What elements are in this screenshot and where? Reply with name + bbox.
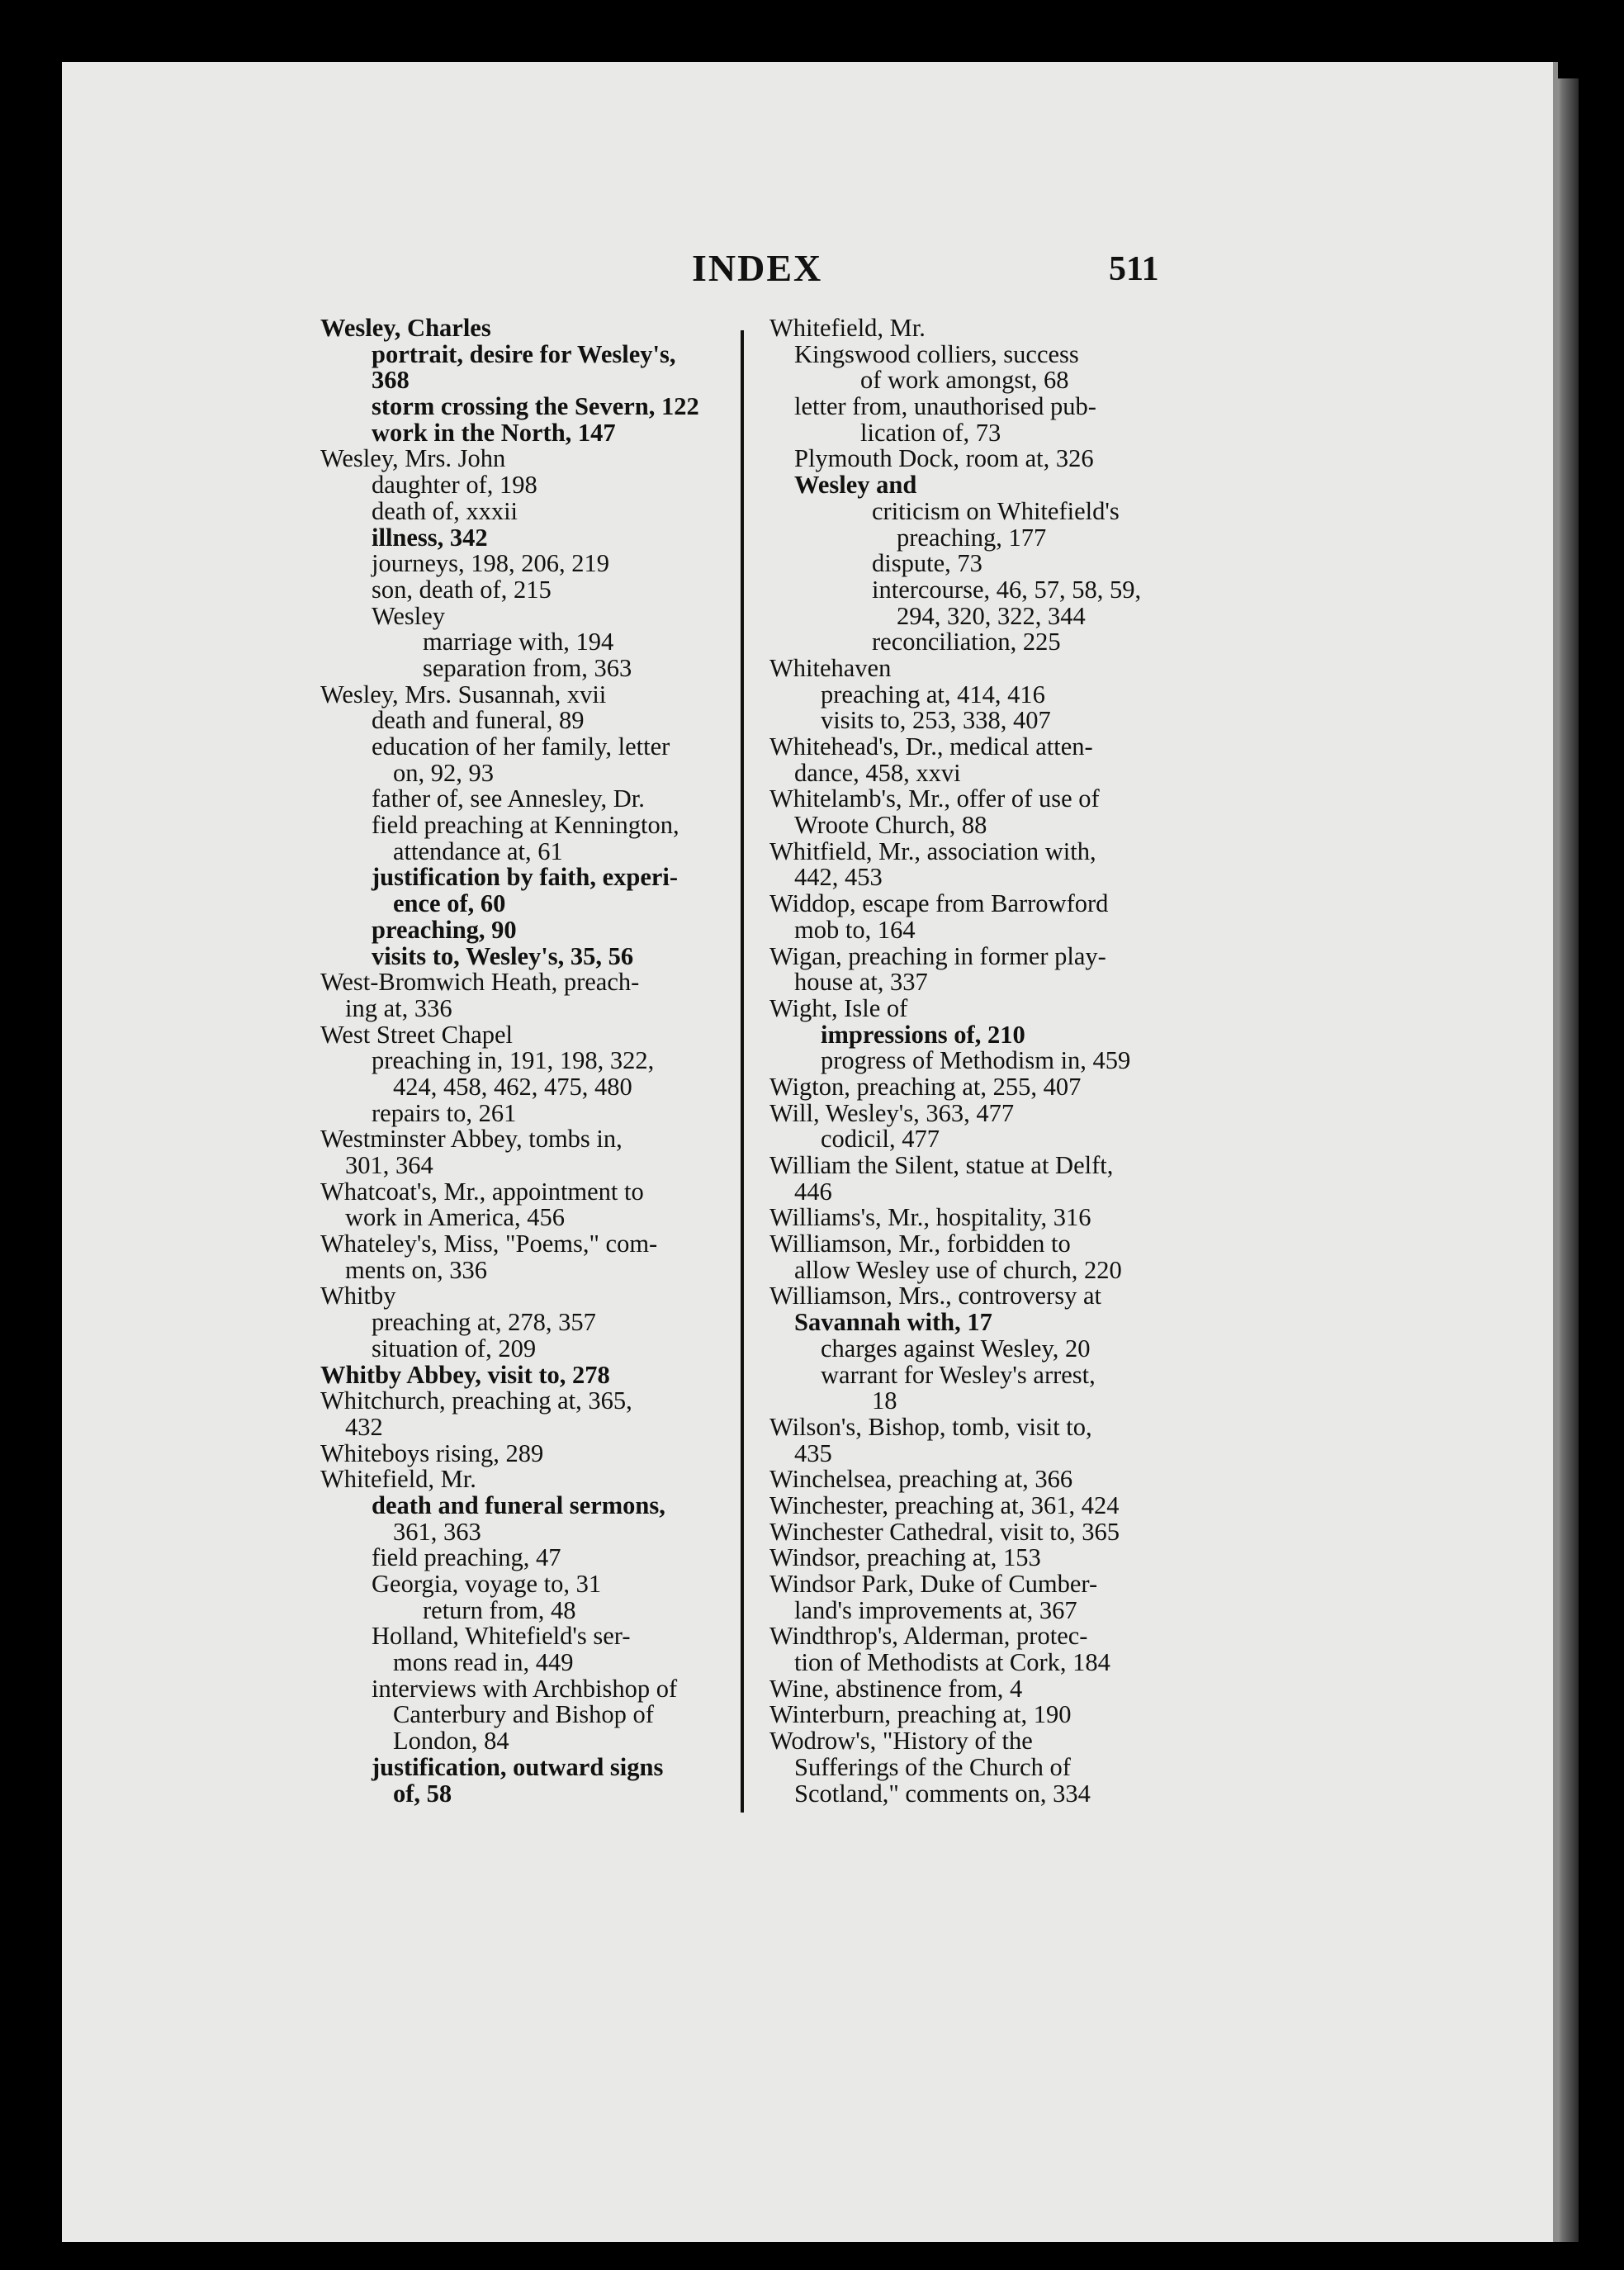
- page-number: 511: [1109, 250, 1159, 288]
- index-entry-line: 424, 458, 462, 475, 480: [393, 1072, 632, 1101]
- index-entry-line: Whitefield, Mr.: [320, 1465, 476, 1494]
- index-entry-line: warrant for Wesley's arrest,: [821, 1360, 1096, 1389]
- index-entry-line: Winchelsea, preaching at, 366: [769, 1465, 1073, 1494]
- index-entry-line: Whitelamb's, Mr., offer of use of: [769, 784, 1100, 813]
- index-entry-line: Whitby Abbey, visit to, 278: [320, 1360, 610, 1389]
- index-entry-line: marriage with, 194: [423, 628, 614, 656]
- index-entry-line: lication of, 73: [860, 418, 1001, 447]
- index-entry-line: Whitchurch, preaching at, 365,: [320, 1386, 632, 1415]
- index-entry-line: 301, 364: [345, 1151, 433, 1179]
- index-entry-line: Will, Wesley's, 363, 477: [769, 1098, 1015, 1127]
- index-entry-line: work in America, 456: [345, 1203, 565, 1232]
- index-entry-line: preaching at, 414, 416: [821, 680, 1045, 708]
- index-entry-line: preaching, 90: [372, 915, 517, 944]
- index-entry-line: Wodrow's, "History of the: [769, 1727, 1033, 1756]
- index-entry-line: Wesley, Charles: [320, 314, 491, 342]
- index-entry-line: charges against Wesley, 20: [821, 1334, 1091, 1362]
- index-entry-line: preaching at, 278, 357: [372, 1308, 596, 1337]
- index-entry-line: intercourse, 46, 57, 58, 59,: [872, 575, 1142, 604]
- index-entry-line: 368: [372, 366, 410, 395]
- index-entry-line: separation from, 363: [423, 653, 632, 682]
- index-entry-line: visits to, Wesley's, 35, 56: [372, 941, 634, 970]
- index-entry-line: mob to, 164: [794, 915, 916, 944]
- index-entry-line: ing at, 336: [345, 993, 452, 1022]
- index-entry-line: tion of Methodists at Cork, 184: [794, 1648, 1110, 1677]
- index-entry-line: justification, outward signs: [372, 1752, 664, 1781]
- index-entry-line: Whitehaven: [769, 653, 892, 682]
- index-entry-line: 18: [872, 1386, 897, 1415]
- index-entry-line: Widdop, escape from Barrowford: [769, 889, 1109, 918]
- index-entry-line: Savannah with, 17: [794, 1308, 992, 1337]
- index-entry-line: father of, see Annesley, Dr.: [372, 784, 645, 813]
- index-entry-line: Wine, abstinence from, 4: [769, 1674, 1023, 1703]
- index-entry-line: Williamson, Mrs., controversy at: [769, 1282, 1101, 1310]
- index-entry-line: work in the North, 147: [372, 418, 616, 447]
- index-entry-line: Winchester, preaching at, 361, 424: [769, 1490, 1120, 1519]
- index-entry-line: daughter of, 198: [372, 471, 537, 500]
- index-entry-line: Georgia, voyage to, 31: [372, 1570, 602, 1598]
- index-entry-line: Westminster Abbey, tombs in,: [320, 1125, 623, 1154]
- index-entry-line: field preaching, 47: [372, 1543, 561, 1572]
- index-entry-line: Winchester Cathedral, visit to, 365: [769, 1517, 1120, 1546]
- index-entry-line: death of, xxxii: [372, 496, 518, 525]
- index-entry-line: progress of Methodism in, 459: [821, 1046, 1131, 1075]
- index-entry-line: education of her family, letter: [372, 732, 670, 761]
- index-entry-line: situation of, 209: [372, 1334, 537, 1362]
- index-entry-line: mons read in, 449: [393, 1648, 574, 1677]
- index-entry-line: Whiteboys rising, 289: [320, 1438, 544, 1467]
- index-entry-line: 432: [345, 1412, 383, 1441]
- index-entry-line: Kingswood colliers, success: [794, 339, 1079, 368]
- index-entry-line: justification by faith, experi-: [372, 863, 679, 892]
- index-entry-line: West Street Chapel: [320, 1020, 514, 1049]
- index-entry-line: Whitby: [320, 1282, 396, 1310]
- index-entry-line: Wigton, preaching at, 255, 407: [769, 1072, 1082, 1101]
- index-entry-line: letter from, unauthorised pub-: [794, 392, 1096, 421]
- index-entry-line: Wigan, preaching in former play-: [769, 941, 1106, 970]
- index-entry-line: Sufferings of the Church of: [794, 1752, 1071, 1781]
- index-entry-line: Plymouth Dock, room at, 326: [794, 444, 1094, 473]
- index-entry-line: Williams's, Mr., hospitality, 316: [769, 1203, 1091, 1232]
- index-entry-line: criticism on Whitefield's: [872, 496, 1120, 525]
- column-rule: [741, 330, 744, 1813]
- index-entry-line: dance, 458, xxvi: [794, 758, 961, 787]
- index-entry-line: of work amongst, 68: [860, 366, 1069, 395]
- index-entry-line: West-Bromwich Heath, preach-: [320, 968, 640, 997]
- index-entry-line: Whitfield, Mr., association with,: [769, 836, 1096, 865]
- index-column-right: [769, 315, 1166, 1807]
- index-entry-line: Wroote Church, 88: [794, 811, 987, 840]
- index-entry-line: of, 58: [393, 1779, 452, 1808]
- index-entry-line: death and funeral sermons,: [372, 1490, 665, 1519]
- index-entry-line: Wesley, Mrs. John: [320, 444, 506, 473]
- index-entry-line: allow Wesley use of church, 220: [794, 1255, 1122, 1284]
- index-entry-line: preaching in, 191, 198, 322,: [372, 1046, 655, 1075]
- index-entry-line: land's improvements at, 367: [794, 1595, 1077, 1624]
- index-entry-line: ence of, 60: [393, 889, 506, 918]
- index-entry-line: attendance at, 61: [393, 836, 563, 865]
- index-entry-line: illness, 342: [372, 523, 488, 552]
- index-entry-line: ments on, 336: [345, 1255, 487, 1284]
- index-entry-line: Whatcoat's, Mr., appointment to: [320, 1177, 644, 1206]
- index-entry-line: return from, 48: [423, 1595, 576, 1624]
- index-entry-line: 361, 363: [393, 1517, 481, 1546]
- index-entry-line: Wight, Isle of: [769, 993, 908, 1022]
- index-entry-line: on, 92, 93: [393, 758, 494, 787]
- index-entry-line: son, death of, 215: [372, 575, 552, 604]
- index-entry-line: portrait, desire for Wesley's,: [372, 339, 676, 368]
- index-entry-line: reconciliation, 225: [872, 628, 1061, 656]
- index-entry-line: 442, 453: [794, 863, 883, 892]
- index-entry-line: Canterbury and Bishop of: [393, 1700, 654, 1729]
- index-entry-line: Whateley's, Miss, "Poems," com-: [320, 1230, 658, 1258]
- index-entry-line: dispute, 73: [872, 549, 982, 578]
- index-entry-line: Windsor Park, Duke of Cumber-: [769, 1570, 1098, 1598]
- index-entry-line: Wesley, Mrs. Susannah, xvii: [320, 680, 607, 708]
- index-entry-line: preaching, 177: [897, 523, 1047, 552]
- index-entry-line: field preaching at Kennington,: [372, 811, 679, 840]
- index-entry-line: Winterburn, preaching at, 190: [769, 1700, 1072, 1729]
- index-entry-line: 294, 320, 322, 344: [897, 601, 1086, 630]
- index-entry-line: London, 84: [393, 1727, 509, 1756]
- index-entry-line: storm crossing the Severn, 122: [372, 392, 699, 421]
- index-entry-line: Wesley and: [794, 471, 917, 500]
- index-entry-line: repairs to, 261: [372, 1098, 517, 1127]
- index-entry-line: codicil, 477: [821, 1125, 940, 1154]
- running-head-title: INDEX: [692, 247, 823, 289]
- index-entry-line: impressions of, 210: [821, 1020, 1025, 1049]
- index-entry-line: Scotland," comments on, 334: [794, 1779, 1091, 1808]
- index-entry-line: Whitehead's, Dr., medical atten-: [769, 732, 1093, 761]
- index-entry-line: journeys, 198, 206, 219: [372, 549, 610, 578]
- index-entry-line: Williamson, Mr., forbidden to: [769, 1230, 1071, 1258]
- index-entry-line: 446: [794, 1177, 832, 1206]
- index-entry-line: Wesley: [372, 601, 446, 630]
- index-entry-line: visits to, 253, 338, 407: [821, 706, 1051, 735]
- index-entry-line: Wilson's, Bishop, tomb, visit to,: [769, 1412, 1092, 1441]
- index-entry-line: house at, 337: [794, 968, 928, 997]
- index-entry-line: 435: [794, 1438, 832, 1467]
- index-entry-line: Whitefield, Mr.: [769, 314, 926, 342]
- index-entry-line: Windsor, preaching at, 153: [769, 1543, 1041, 1572]
- index-entry-line: Windthrop's, Alderman, protec-: [769, 1622, 1088, 1651]
- index-entry-line: interviews with Archbishop of: [372, 1674, 678, 1703]
- index-entry-line: William the Silent, statue at Delft,: [769, 1151, 1114, 1179]
- index-entry-line: Holland, Whitefield's ser-: [372, 1622, 631, 1651]
- index-column-left: [320, 315, 723, 1807]
- index-entry-line: death and funeral, 89: [372, 706, 585, 735]
